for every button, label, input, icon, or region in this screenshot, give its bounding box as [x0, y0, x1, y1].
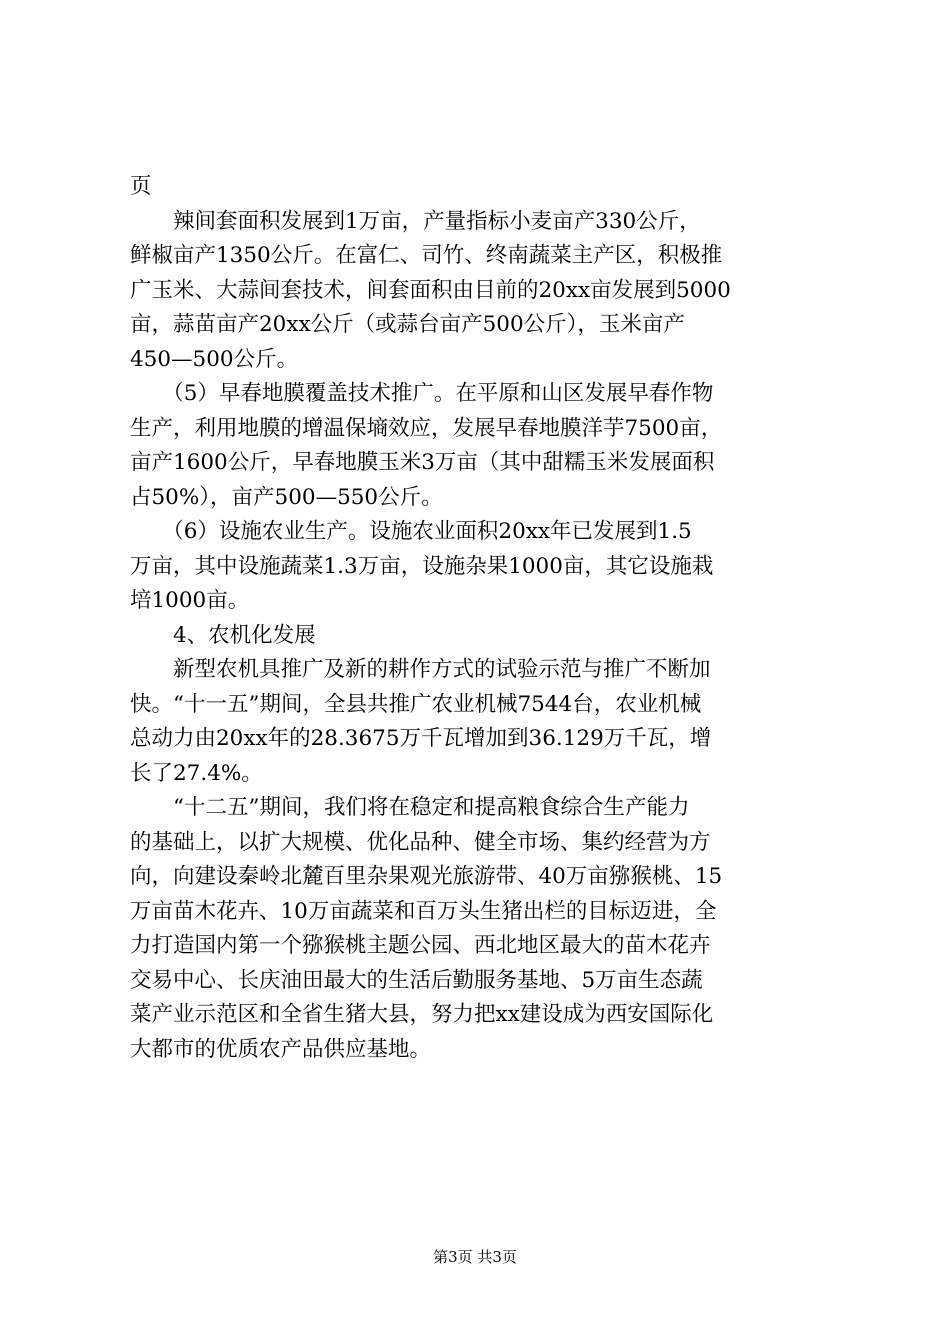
text-line: 大都市的优质农产品供应基地。: [130, 1036, 432, 1062]
body-text: [130, 170, 830, 1067]
text-line: （6）设施农业生产。设施农业面积20xx年已发展到1.5: [130, 519, 692, 544]
text-line: 生产，利用地膜的增温保墒效应，发展早春地膜洋芋7500亩，: [130, 415, 723, 441]
text-line: 页: [130, 174, 152, 199]
text-line: 菜产业示范区和全省生猪大县，努力把xx建设成为西安国际化: [130, 1002, 714, 1027]
text-line: 鲜椒亩产1350公斤。在富仁、司竹、终南蔬菜主产区，积极推: [130, 243, 723, 268]
page-footer: 第3页 共3页: [433, 1248, 517, 1266]
text-line: 亩产1600公斤，早春地膜玉米3万亩（其中甜糯玉米发展面积: [130, 450, 715, 475]
text-line: 力打造国内第一个猕猴桃主题公园、西北地区最大的苗木花卉: [130, 933, 711, 958]
text-line: 新型农机具推广及新的耕作方式的试验示范与推广不断加: [130, 657, 711, 682]
text-line: 占50%），亩产500—550公斤。: [130, 484, 443, 510]
text-line: 广玉米、大蒜间套技术，间套面积由目前的20xx亩发展到5000: [130, 277, 731, 303]
text-line: 4、农机化发展: [130, 622, 316, 648]
text-line: 万亩苗木花卉、10万亩蔬菜和百万头生猪出栏的目标迈进，全: [130, 898, 717, 924]
text-line: 辣间套面积发展到1万亩，产量指标小麦亩产330公斤，: [130, 208, 701, 234]
text-line: 总动力由20xx年的28.3675万千瓦增加到36.129万千瓦，增: [130, 726, 712, 751]
text-line: 交易中心、长庆油田最大的生活后勤服务基地、5万亩生态蔬: [130, 967, 703, 993]
text-line: 快。“十一五”期间，全县共推广农业机械7544台，农业机械: [130, 691, 702, 717]
text-line: 的基础上，以扩大规模、优化品种、健全市场、集约经营为方: [130, 829, 711, 855]
text-line: 万亩，其中设施蔬菜1.3万亩，设施杂果1000亩，其它设施栽: [130, 553, 714, 579]
text-line: 450—500公斤。: [130, 346, 299, 372]
text-line: 亩，蒜苗亩产20xx公斤（或蒜台亩产500公斤），玉米亩产: [130, 312, 685, 337]
text-line: 长了27.4%。: [130, 760, 263, 786]
text-line: 向，向建设秦岭北麓百里杂果观光旅游带、40万亩猕猴桃、15: [130, 864, 723, 889]
text-line: （5）早春地膜覆盖技术推广。在平原和山区发展早春作物: [130, 381, 714, 406]
text-line: “十二五”期间，我们将在稳定和提高粮食综合生产能力: [130, 795, 690, 820]
text-line: 培1000亩。: [130, 588, 250, 613]
